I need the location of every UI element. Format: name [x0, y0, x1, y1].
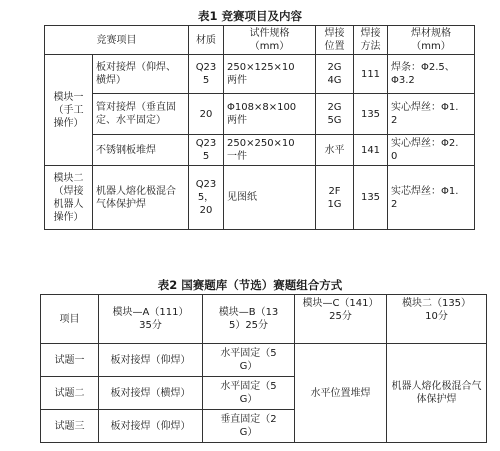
row3-method: 141 [354, 135, 388, 166]
row4-method: 135 [354, 166, 388, 230]
t2-row2-name: 试题二 [41, 377, 99, 410]
header-material: 材质 [189, 26, 224, 55]
t2-header-module-2: 模块二（135） 10分 [387, 295, 487, 344]
row1-consumable: 焊条：Φ2.5、 Φ3.2 [388, 55, 475, 94]
row1-item: 板对接焊（仰焊、横焊） [93, 55, 189, 94]
row3-material: Q23 5 [189, 135, 224, 166]
row3-item: 不锈钢板堆焊 [93, 135, 189, 166]
module2-cell: 模块二 （焊接 机器人 操作） [45, 166, 93, 230]
table1-caption: 表1 竞赛项目及内容 [197, 9, 302, 23]
header-spec: 试件规格 （mm） [224, 26, 316, 55]
t2-row1-module-a: 板对接焊（仰焊） [99, 344, 203, 377]
header-position: 焊接 位置 [316, 26, 354, 55]
row2-material: 20 [189, 94, 224, 135]
row1-position: 2G 4G [316, 55, 354, 94]
t2-row3-name: 试题三 [41, 410, 99, 443]
header-item: 竞赛项目 [45, 26, 189, 55]
row1-spec: 250×125×10 两件 [224, 55, 316, 94]
header-method: 焊接 方法 [354, 26, 388, 55]
row4-item: 机器人熔化极混合气体保护焊 [93, 166, 189, 230]
row1-method: 111 [354, 55, 388, 94]
t2-header-module-a: 模块—A（111） 35分 [99, 295, 203, 344]
t2-row2-module-b: 水平固定（5 G） [203, 377, 295, 410]
t2-row3-module-a: 板对接焊（仰焊） [99, 410, 203, 443]
t2-header-module-c: 模块—C（141） 25分 [295, 295, 387, 344]
row1-material: Q23 5 [189, 55, 224, 94]
competition-items-table [44, 25, 475, 230]
row2-method: 135 [354, 94, 388, 135]
row3-position: 水平 [316, 135, 354, 166]
t2-header-item: 项目 [41, 295, 99, 344]
header-consumable: 焊材规格 （mm） [388, 26, 475, 55]
row3-consumable: 实心焊丝：Φ2. 0 [388, 135, 475, 166]
table2-caption: 表2 国赛题库（节选）赛题组合方式 [157, 278, 343, 292]
t2-row1-name: 试题一 [41, 344, 99, 377]
t2-row2-module-a: 板对接焊（横焊） [99, 377, 203, 410]
row2-spec: Φ108×8×100 两件 [224, 94, 316, 135]
row2-position: 2G 5G [316, 94, 354, 135]
row3-spec: 250×250×10 一件 [224, 135, 316, 166]
question-combination-table [40, 294, 487, 443]
row4-consumable: 实芯焊丝：Φ1. 2 [388, 166, 475, 230]
t2-module-2-cell: 机器人熔化极混合气体保护焊 [387, 344, 487, 443]
t2-row1-module-b: 水平固定（5 G） [203, 344, 295, 377]
row4-material: Q23 5， 20 [189, 166, 224, 230]
t2-module-c-cell: 水平位置堆焊 [295, 344, 387, 443]
t2-header-module-b: 模块—B（13 5）25分 [203, 295, 295, 344]
row4-spec: 见图纸 [224, 166, 316, 230]
row2-consumable: 实心焊丝：Φ1. 2 [388, 94, 475, 135]
module1-cell: 模块一 （手工 操作） [45, 55, 93, 166]
row4-position: 2F 1G [316, 166, 354, 230]
t2-row3-module-b: 垂直固定（2 G） [203, 410, 295, 443]
row2-item: 管对接焊（垂直固定、水平固定） [93, 94, 189, 135]
